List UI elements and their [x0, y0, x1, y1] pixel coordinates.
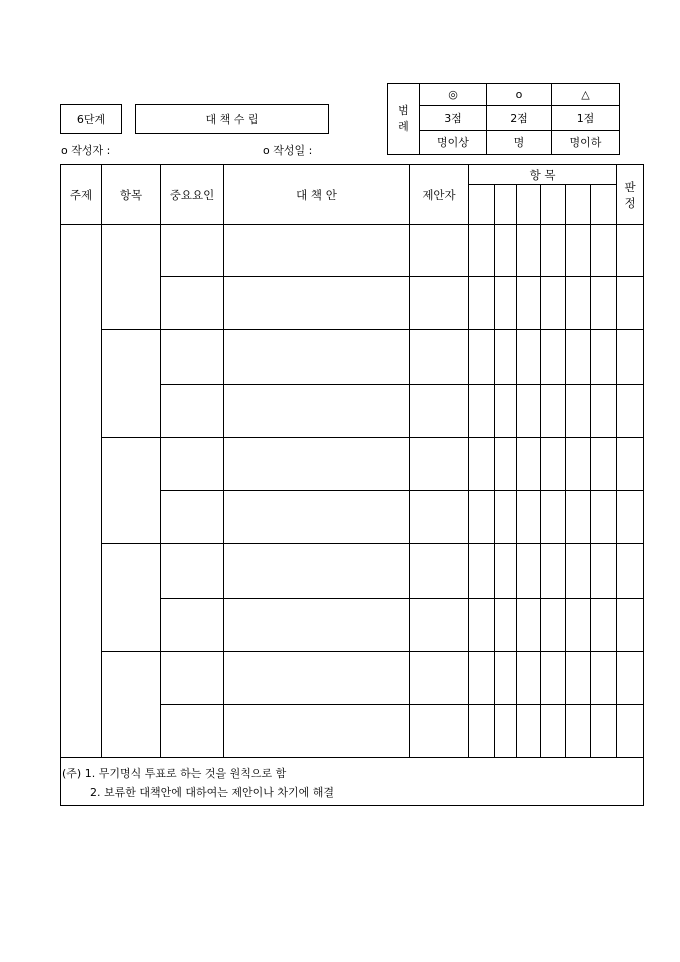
vote-cell[interactable] [495, 599, 517, 652]
judgement-cell[interactable] [617, 491, 644, 544]
header-proposer: 제안자 [410, 165, 469, 225]
vote-cell[interactable] [495, 385, 517, 438]
judgement-cell[interactable] [617, 277, 644, 330]
vote-cell[interactable] [541, 705, 566, 758]
vote-cell[interactable] [541, 491, 566, 544]
key-factor-cell[interactable] [161, 491, 224, 544]
vote-cell[interactable] [469, 225, 495, 277]
vote-cell[interactable] [517, 330, 541, 385]
table-row [61, 225, 644, 277]
legend-points-3: 3점 [420, 106, 487, 130]
judgement-cell[interactable] [617, 652, 644, 705]
vote-cell[interactable] [566, 652, 591, 705]
vote-cell[interactable] [517, 491, 541, 544]
proposer-cell[interactable] [410, 705, 469, 758]
vote-cell[interactable] [517, 438, 541, 491]
proposer-cell[interactable] [410, 385, 469, 438]
item-cell[interactable] [102, 438, 161, 544]
notes-row [61, 758, 644, 806]
vote-cell[interactable] [469, 544, 495, 599]
legend-points-1: 1점 [552, 106, 620, 130]
proposer-cell[interactable] [410, 330, 469, 385]
legend-symbol-double-circle: ◎ [420, 84, 487, 106]
vote-cell[interactable] [469, 599, 495, 652]
vote-cell[interactable] [469, 438, 495, 491]
title-box [135, 104, 329, 134]
vote-cell[interactable] [566, 544, 591, 599]
countermeasure-cell[interactable] [224, 385, 410, 438]
item-col-header [517, 185, 541, 225]
header-key-factor: 중요요인 [161, 165, 224, 225]
vote-cell[interactable] [495, 652, 517, 705]
legend-side-top: 범 [398, 104, 409, 117]
key-factor-cell[interactable] [161, 438, 224, 491]
judgement-cell[interactable] [617, 544, 644, 599]
header-item: 항목 [102, 165, 161, 225]
page-title: 대 책 수 립 [205, 113, 259, 126]
table-row [61, 330, 644, 385]
header-judgement [617, 165, 644, 225]
vote-cell[interactable] [566, 385, 591, 438]
vote-cell[interactable] [591, 491, 617, 544]
legend-count-over: 명이상 [420, 130, 487, 154]
vote-cell[interactable] [495, 705, 517, 758]
legend-symbol-circle: ο [487, 84, 552, 106]
vote-cell[interactable] [591, 225, 617, 277]
vote-cell[interactable] [591, 277, 617, 330]
header-judgement-top: 판 [624, 179, 636, 194]
vote-cell[interactable] [517, 599, 541, 652]
countermeasure-cell[interactable] [224, 599, 410, 652]
judgement-cell[interactable] [617, 438, 644, 491]
legend-symbol-triangle: △ [552, 84, 620, 106]
judgement-cell[interactable] [617, 225, 644, 277]
countermeasure-table [60, 164, 644, 806]
countermeasure-cell[interactable] [224, 225, 410, 277]
legend-side-label [388, 84, 420, 155]
countermeasure-cell[interactable] [224, 544, 410, 599]
legend-count-under: 명이하 [552, 130, 620, 154]
vote-cell[interactable] [469, 652, 495, 705]
vote-cell[interactable] [566, 599, 591, 652]
key-factor-cell[interactable] [161, 330, 224, 385]
vote-cell[interactable] [469, 385, 495, 438]
judgement-cell[interactable] [617, 385, 644, 438]
date-label: ο 작성일 : [263, 144, 313, 157]
stage-label: 6단계 [76, 113, 106, 126]
vote-cell[interactable] [541, 277, 566, 330]
notes-cell [61, 758, 644, 806]
vote-cell[interactable] [591, 652, 617, 705]
vote-cell[interactable] [566, 330, 591, 385]
note-line-2: 2. 보류한 대책안에 대하여는 제안이나 차기에 해결 [90, 786, 334, 799]
item-cell[interactable] [102, 330, 161, 438]
vote-cell[interactable] [517, 652, 541, 705]
vote-cell[interactable] [591, 385, 617, 438]
countermeasure-cell[interactable] [224, 491, 410, 544]
vote-cell[interactable] [495, 438, 517, 491]
vote-cell[interactable] [541, 652, 566, 705]
proposer-cell[interactable] [410, 225, 469, 277]
header-judgement-bottom: 정 [624, 195, 636, 210]
table-row [61, 544, 644, 599]
proposer-cell[interactable] [410, 438, 469, 491]
table-row [61, 652, 644, 705]
table-row [61, 438, 644, 491]
proposer-cell[interactable] [410, 652, 469, 705]
vote-cell[interactable] [495, 330, 517, 385]
vote-cell[interactable] [469, 330, 495, 385]
vote-cell[interactable] [469, 705, 495, 758]
key-factor-cell[interactable] [161, 385, 224, 438]
vote-cell[interactable] [541, 438, 566, 491]
subject-cell[interactable] [61, 225, 102, 758]
vote-cell[interactable] [566, 277, 591, 330]
countermeasure-cell[interactable] [224, 330, 410, 385]
key-factor-cell[interactable] [161, 652, 224, 705]
key-factor-cell[interactable] [161, 544, 224, 599]
countermeasure-cell[interactable] [224, 277, 410, 330]
author-label: ο 작성자 : [61, 144, 111, 157]
key-factor-cell[interactable] [161, 705, 224, 758]
vote-cell[interactable] [495, 277, 517, 330]
vote-cell[interactable] [541, 225, 566, 277]
vote-cell[interactable] [566, 491, 591, 544]
key-factor-cell[interactable] [161, 599, 224, 652]
countermeasure-cell[interactable] [224, 652, 410, 705]
proposer-cell[interactable] [410, 277, 469, 330]
vote-cell[interactable] [591, 438, 617, 491]
vote-cell[interactable] [566, 438, 591, 491]
item-cell[interactable] [102, 544, 161, 652]
note-line-1: (주) 1. 무기명식 투표로 하는 것을 원칙으로 함 [62, 767, 287, 780]
proposer-cell[interactable] [410, 491, 469, 544]
item-col-header [495, 185, 517, 225]
judgement-cell[interactable] [617, 330, 644, 385]
vote-cell[interactable] [566, 225, 591, 277]
legend-points-2: 2점 [487, 106, 552, 130]
vote-cell[interactable] [469, 491, 495, 544]
countermeasure-cell[interactable] [224, 705, 410, 758]
vote-cell[interactable] [591, 705, 617, 758]
vote-cell[interactable] [541, 330, 566, 385]
vote-cell[interactable] [591, 544, 617, 599]
vote-cell[interactable] [495, 225, 517, 277]
proposer-cell[interactable] [410, 599, 469, 652]
legend-count-equal: 명 [487, 130, 552, 154]
item-col-header [469, 185, 495, 225]
vote-cell[interactable] [517, 277, 541, 330]
vote-cell[interactable] [541, 385, 566, 438]
header-subject: 주제 [61, 165, 102, 225]
judgement-cell[interactable] [617, 599, 644, 652]
key-factor-cell[interactable] [161, 225, 224, 277]
vote-cell[interactable] [591, 599, 617, 652]
legend-table [387, 83, 620, 155]
judgement-cell[interactable] [617, 705, 644, 758]
legend-side-bottom: 례 [398, 120, 409, 133]
vote-cell[interactable] [469, 277, 495, 330]
vote-cell[interactable] [495, 544, 517, 599]
vote-cell[interactable] [517, 225, 541, 277]
item-col-header [591, 185, 617, 225]
vote-cell[interactable] [541, 544, 566, 599]
stage-box [60, 104, 122, 134]
countermeasure-cell[interactable] [224, 438, 410, 491]
vote-cell[interactable] [495, 491, 517, 544]
vote-cell[interactable] [517, 544, 541, 599]
vote-cell[interactable] [566, 705, 591, 758]
proposer-cell[interactable] [410, 544, 469, 599]
header-countermeasure: 대 책 안 [224, 165, 410, 225]
item-cell[interactable] [102, 225, 161, 330]
header-items-group: 항 목 [469, 165, 617, 185]
item-col-header [566, 185, 591, 225]
vote-cell[interactable] [517, 705, 541, 758]
item-cell[interactable] [102, 652, 161, 758]
vote-cell[interactable] [541, 599, 566, 652]
vote-cell[interactable] [591, 330, 617, 385]
key-factor-cell[interactable] [161, 277, 224, 330]
vote-cell[interactable] [517, 385, 541, 438]
item-col-header [541, 185, 566, 225]
